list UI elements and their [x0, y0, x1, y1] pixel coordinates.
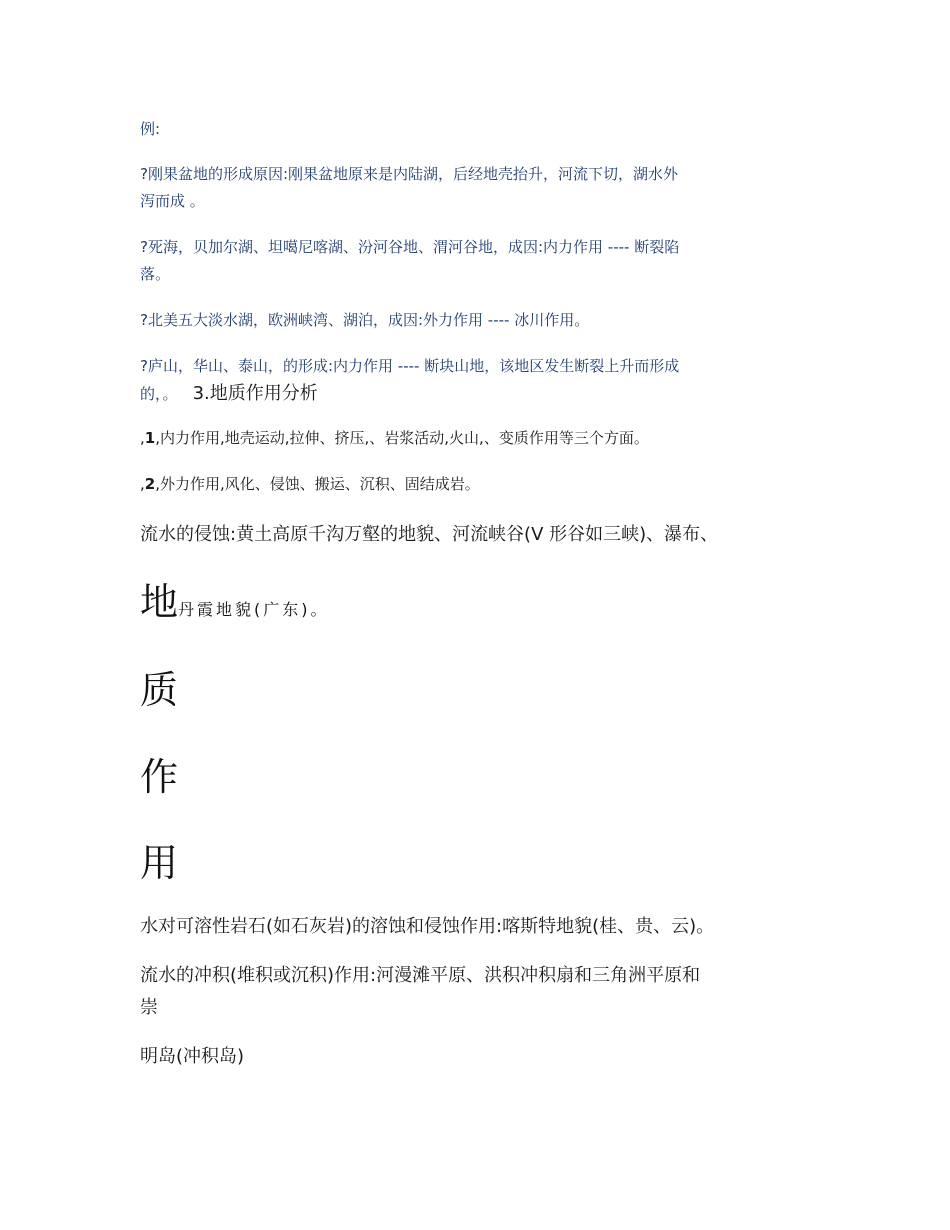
- karst-line: 水对可溶性岩石(如石灰岩)的溶蚀和侵蚀作用:喀斯特地貌(桂、贵、云)。: [140, 916, 715, 937]
- congo-basin-line-cont: 泻而成 。: [140, 192, 205, 210]
- danxia-text: 丹霞地貌(广东)。: [178, 600, 330, 619]
- item1-prefix: ,: [140, 429, 145, 447]
- dead-sea-line-cont: 落。: [140, 265, 171, 283]
- deposit-line: 流水的冲积(堆积或沉积)作用:河漫滩平原、洪积冲积扇和三角洲平原和: [140, 965, 701, 986]
- item1-text: ,内力作用,地壳运动,拉伸、挤压,、岩浆活动,火山,、变质作用等三个方面。: [155, 429, 649, 447]
- internal-force-item: [140, 427, 649, 448]
- item2-number: 2: [144, 475, 156, 493]
- example-label: 例:: [140, 120, 161, 138]
- lushan-line-cont-row: [140, 379, 318, 408]
- congo-basin-line: ?刚果盆地的形成原因:刚果盆地原来是内陆湖，后经地壳抬升，河流下切，湖水外: [140, 165, 679, 183]
- big-char-zhi: 质: [140, 668, 179, 712]
- item1-number: 1: [144, 429, 156, 447]
- chongming-line: 明岛(冲积岛): [140, 1046, 245, 1067]
- lushan-line-cont: 的，。: [140, 385, 178, 403]
- big-char-zuo: 作: [140, 755, 179, 799]
- great-lakes-line: ?北美五大淡水湖，欧洲峡湾、湖泊，成因:外力作用 ---- 冰川作用。: [140, 311, 590, 329]
- deposit-line-cont: 崇: [140, 997, 158, 1018]
- danxia-row: [140, 580, 330, 624]
- big-char-di: 地: [140, 580, 179, 624]
- item2-text: ,外力作用,风化、侵蚀、搬运、沉积、固结成岩。: [155, 475, 480, 493]
- erosion-line: 流水的侵蚀:黄土高原千沟万壑的地貌、河流峡谷(V 形谷如三峡)、瀑布、: [140, 524, 719, 545]
- lushan-line: ?庐山，华山、泰山，的形成:内力作用 ---- 断块山地，该地区发生断裂上升而形成: [140, 357, 680, 375]
- section-title: 3.地质作用分析: [192, 383, 318, 404]
- dead-sea-line: ?死海，贝加尔湖、坦噶尼喀湖、汾河谷地、渭河谷地，成因:内力作用 ---- 断裂陷: [140, 238, 680, 256]
- item2-prefix: ,: [140, 475, 145, 493]
- external-force-item: [140, 473, 480, 494]
- big-char-yong: 用: [140, 841, 179, 885]
